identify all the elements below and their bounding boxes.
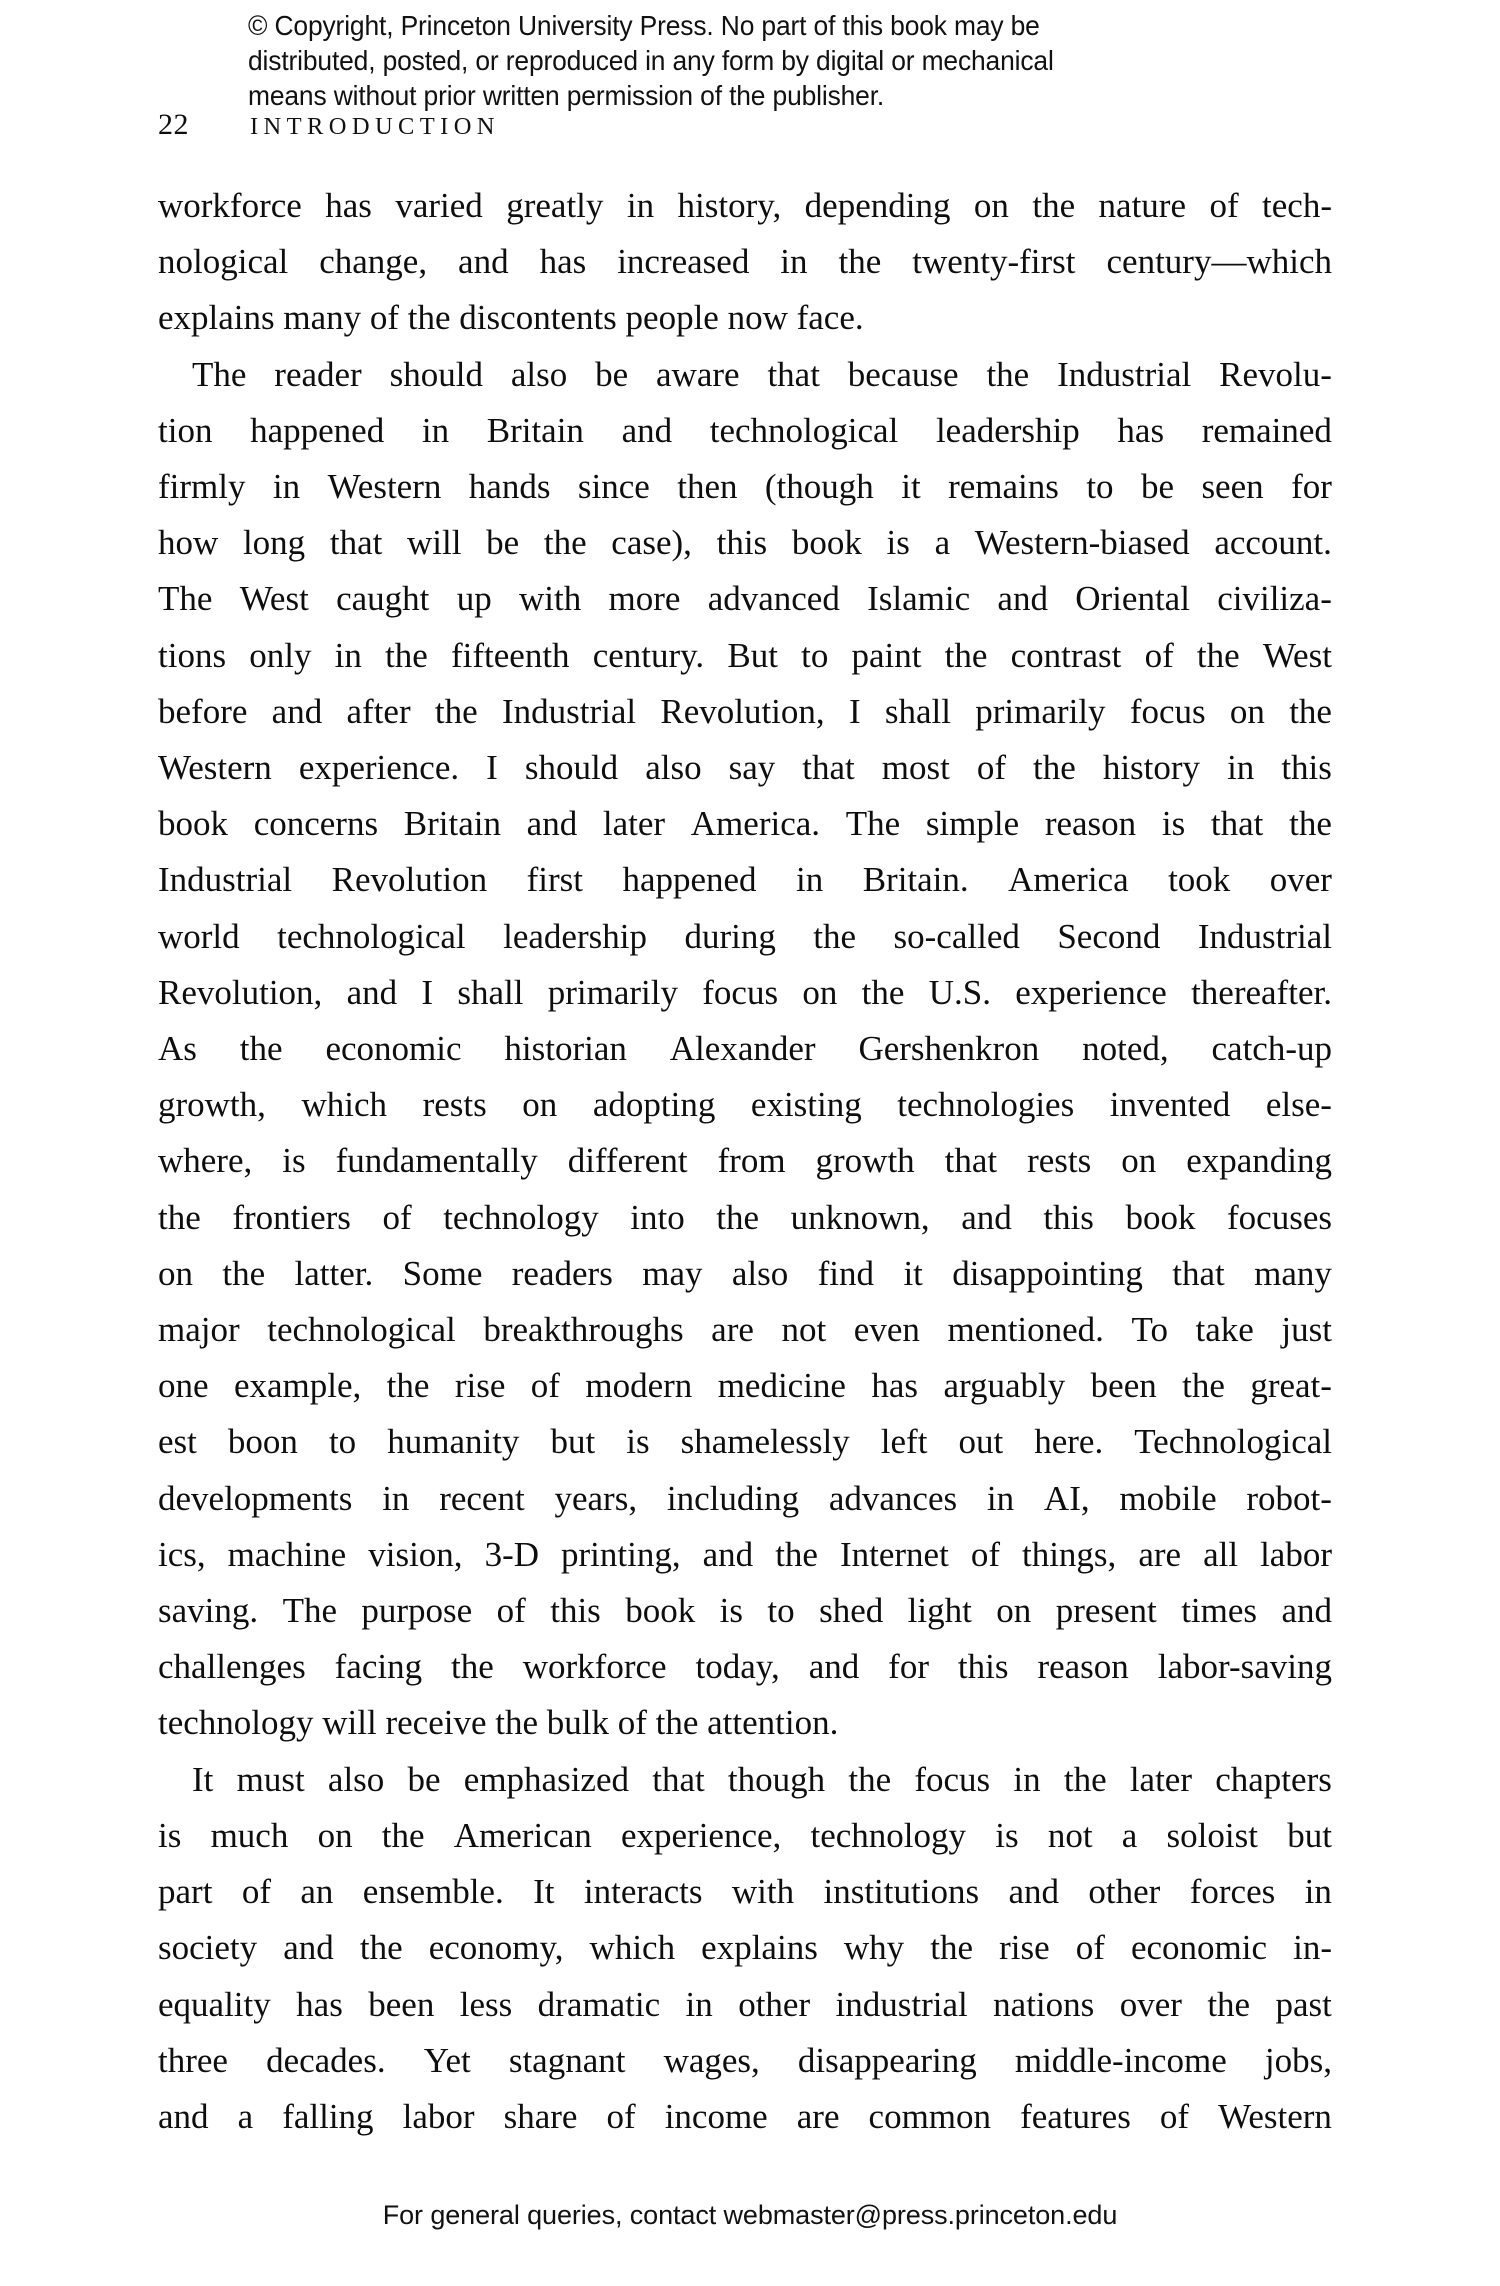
text-line: saving. The purpose of this book is to shed light on present times and [158, 1591, 1332, 1631]
text-line: ics, machine vision, 3-D printing, and the Internet of things, are all labor [158, 1534, 1332, 1574]
text-line: Industrial Revolution first happened in Britain. America took over [158, 860, 1332, 900]
text-line: technology will receive the bulk of the attention. [158, 1703, 839, 1743]
text-line: challenges facing the workforce today, and for this reason labor-saving [158, 1647, 1332, 1687]
text-line: est boon to humanity but is shamelessly left out here. Technological [158, 1422, 1332, 1462]
text-line: society and the economy, which explains why the rise of economic in- [158, 1928, 1332, 1968]
text-line: the frontiers of technology into the unknown, and this book focuses [158, 1197, 1332, 1237]
text-line: firmly in Western hands since then (though it remains to be seen for [158, 467, 1332, 507]
text-line: Revolution, and I shall primarily focus on the U.S. experience thereafter. [158, 972, 1332, 1012]
text-line: and a falling labor share of income are common features of Western [158, 2096, 1332, 2136]
text-line: part of an ensemble. It interacts with institutions and other forces in [158, 1872, 1332, 1912]
copyright-line: means without prior written permission of the publisher. [248, 80, 885, 111]
text-line: before and after the Industrial Revolution, I shall primarily focus on the [158, 691, 1332, 731]
text-line: three decades. Yet stagnant wages, disappearing middle-income jobs, [158, 2040, 1332, 2080]
text-line: The West caught up with more advanced Islamic and Oriental civiliza- [158, 579, 1332, 619]
text-line: tions only in the fifteenth century. But to paint the contrast of the West [158, 635, 1332, 675]
text-line: how long that will be the case), this book is a Western-biased account. [158, 523, 1332, 563]
text-line: world technological leadership during the so-called Second Industrial [158, 916, 1332, 956]
text-line: major technological breakthroughs are not even mentioned. To take just [158, 1310, 1332, 1350]
text-line: equality has been less dramatic in other industrial nations over the past [158, 1984, 1332, 2024]
text-line: tion happened in Britain and technological leadership has remained [158, 410, 1332, 450]
copyright-line: distributed, posted, or reproduced in any form by digital or mechanical [248, 45, 1054, 76]
copyright-notice-overlay [248, 8, 1314, 113]
page-number: 22 [158, 108, 189, 141]
text-line: As the economic historian Alexander Gershenkron noted, catch-up [158, 1029, 1332, 1069]
text-line: nological change, and has increased in the twenty-first century—which [158, 242, 1332, 282]
text-line: growth, which rests on adopting existing technologies invented else- [158, 1085, 1332, 1125]
body-text-block [158, 178, 1332, 2145]
footer-queries-overlay: For general queries, contact webmaster@press.princeton.edu [382, 2200, 1118, 2230]
text-line: Western experience. I should also say that most of the history in this [158, 748, 1332, 788]
paragraph [158, 1752, 1332, 2145]
paragraph [158, 347, 1332, 1752]
copyright-line: © Copyright, Princeton University Press. No part of this book may be [248, 10, 1040, 41]
text-line: The reader should also be aware that because the Industrial Revolu- [192, 354, 1332, 394]
running-head-title: INTRODUCTION [250, 113, 500, 140]
text-line: is much on the American experience, technology is not a soloist but [158, 1815, 1332, 1855]
text-line: developments in recent years, including advances in AI, mobile robot- [158, 1478, 1332, 1518]
page-running-head [158, 108, 1332, 148]
paragraph [158, 178, 1332, 347]
text-line: book concerns Britain and later America. The simple reason is that the [158, 804, 1332, 844]
text-line: It must also be emphasized that though the focus in the later chapters [192, 1759, 1332, 1799]
text-line: on the latter. Some readers may also find it disappointing that many [158, 1253, 1332, 1293]
text-line: where, is fundamentally different from growth that rests on expanding [158, 1141, 1332, 1181]
text-line: workforce has varied greatly in history, depending on the nature of tech- [158, 186, 1332, 225]
text-line: one example, the rise of modern medicine has arguably been the great- [158, 1366, 1332, 1406]
text-line: explains many of the discontents people now face. [158, 298, 864, 338]
